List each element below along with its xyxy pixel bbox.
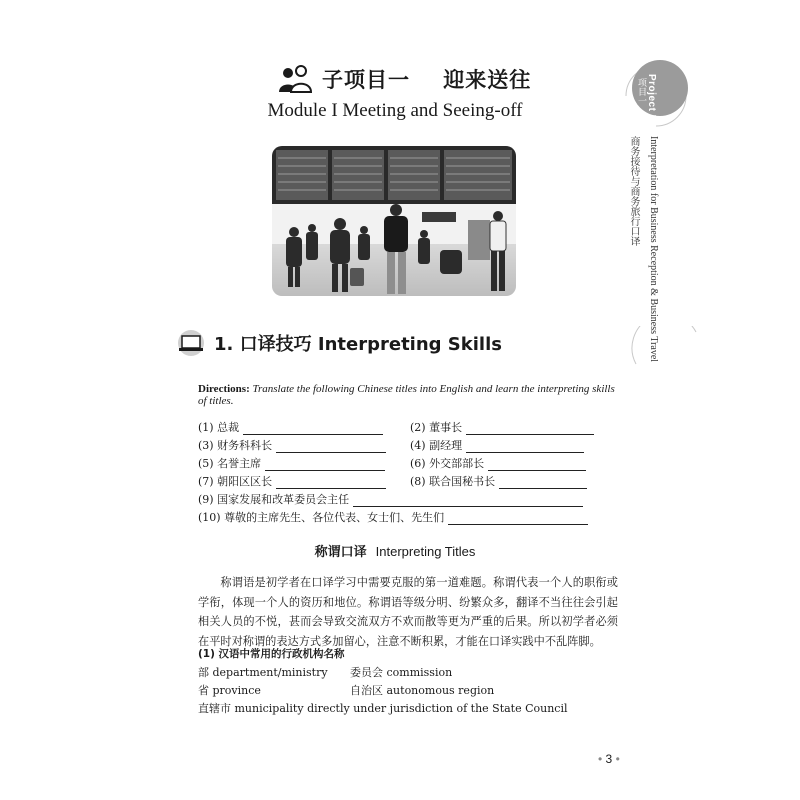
exercise-item: (3) 财务科科长 [198,437,386,453]
exercise-item: (1) 总裁 [198,419,383,435]
directions-text: Translate the following Chinese titles into English and learn the interpreting skills of titles. [198,383,615,407]
subsection-title: (1) 汉语中常用的行政机构名称 [198,648,345,660]
project-label: Project I [646,74,657,118]
project-subtitle-en: Interpretation for Business Reception & Business Travel [648,136,659,363]
project-subtitle-cn: 商务接待与商务旅行口译 [628,136,639,246]
module-title-en: Module I Meeting and Seeing-off [267,100,523,121]
section-heading [176,328,502,358]
exercise-item: (5) 名誉主席 [198,455,385,471]
term-item: 直辖市 municipality directly under jurisdiction of the State Council [198,702,568,715]
module-title-cn [278,62,598,96]
answer-blank[interactable] [466,442,584,453]
answer-blank[interactable] [499,478,587,489]
answer-blank[interactable] [448,514,588,525]
subheading: 称谓口译 Interpreting Titles [314,544,476,560]
decorative-arc [630,326,700,366]
project-label-cn: 项目一 [636,78,646,105]
answer-blank[interactable] [353,496,583,507]
exercise-item: (4) 副经理 [410,437,584,453]
answer-blank[interactable] [276,442,386,453]
laptop-icon [176,330,206,356]
directions-label: Directions: [198,383,250,395]
exercise-item: (7) 朝阳区区长 [198,473,386,489]
term-item: 自治区 autonomous region [350,684,495,697]
answer-blank[interactable] [276,478,386,489]
term-item: 省 province [198,684,261,697]
answer-blank[interactable] [243,424,383,435]
term-item: 委员会 commission [350,666,453,679]
exercise-item: (6) 外交部部长 [410,455,586,471]
airport-photo [272,146,516,296]
exercise-item: (8) 联合国秘书长 [410,473,587,489]
module-title-cn-text: 子项目一 迎来送往 [322,68,532,92]
exercise-item: (10) 尊敬的主席先生、各位代表、女士们、先生们 [198,509,588,525]
section-title: 1. 口译技巧 Interpreting Skills [214,334,502,355]
exercise-item: (9) 国家发展和改革委员会主任 [198,491,583,507]
answer-blank[interactable] [466,424,594,435]
exercise-item: (2) 董事长 [410,419,594,435]
answer-blank[interactable] [488,460,586,471]
people-icon [278,65,312,93]
answer-blank[interactable] [265,460,385,471]
page-number: • 3 • [598,752,620,766]
term-item: 部 department/ministry [198,666,328,679]
directions [198,383,618,407]
body-paragraph: 称谓语是初学者在口译学习中需要克服的第一道难题。称谓代表一个人的职衔或学衔，体现一个人的资历和地位。称谓语等级分明、纷繁众多，翻译不当往往会引起相关人员的不悦，甚而会导致交流双方不欢而散等更为严重的后果。所以初学者必须在平时对称谓的表达方式多加留心，注意不断积累，才能在口译实践中不乱阵脚。 [198,576,618,648]
